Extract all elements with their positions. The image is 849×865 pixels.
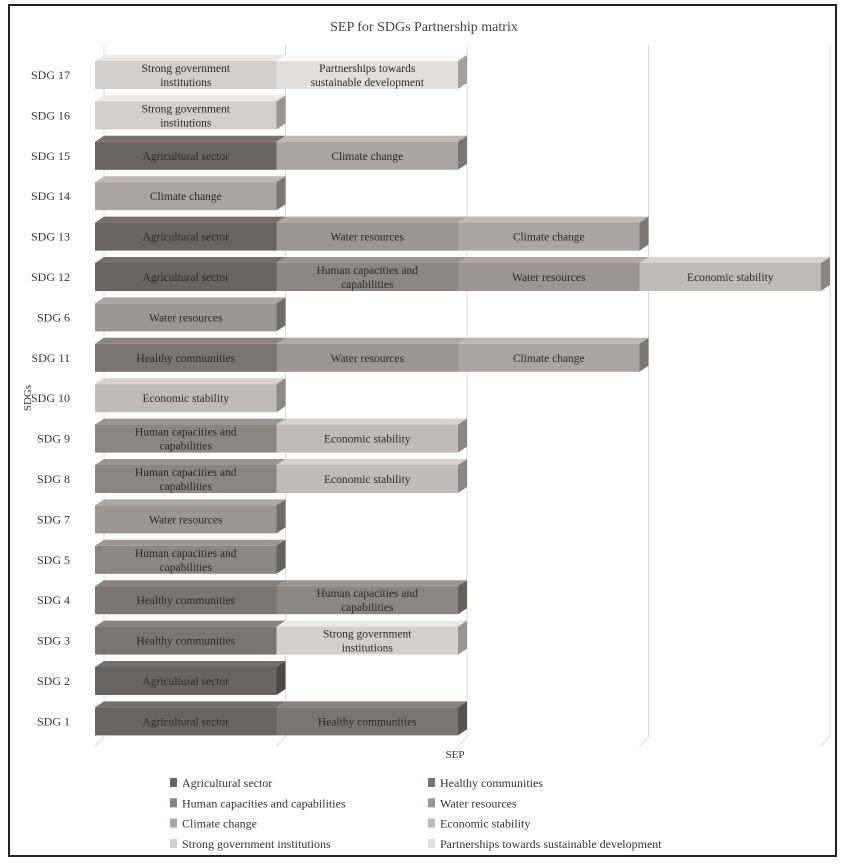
- gridline-foot-3: [640, 737, 649, 746]
- bar-top-face: [95, 621, 286, 627]
- bar-segment-label: Economic stability: [142, 393, 230, 406]
- legend-swatch: [428, 798, 435, 807]
- bar-segment-label: capabilities: [159, 561, 212, 574]
- bar-segment: [95, 661, 286, 695]
- bar-segment-label: institutions: [160, 77, 212, 89]
- bar-side-face: [458, 136, 467, 170]
- bar-top-face: [95, 499, 286, 505]
- bar-top-face: [95, 661, 286, 667]
- bar-segment: [277, 580, 468, 614]
- bar-segment: [277, 55, 468, 89]
- bar-segment: [95, 459, 286, 493]
- legend-item: [428, 837, 662, 851]
- legend-label: Human capacities and capabilities: [182, 796, 346, 811]
- bar-top-face: [277, 257, 468, 263]
- bar-segment-label: Agricultural sector: [142, 676, 230, 688]
- legend-swatch: [170, 798, 177, 807]
- bar-top-face: [277, 136, 468, 142]
- bars-layer: [95, 55, 830, 735]
- gridline-foot-0: [95, 737, 104, 746]
- bar-side-face: [458, 419, 467, 453]
- legend-label: Partnerships towards sustainable development: [440, 836, 662, 851]
- bar-segment-label: Economic stability: [323, 474, 411, 486]
- bar-segment-label: Climate change: [512, 231, 585, 244]
- chart-svg: [10, 6, 839, 859]
- y-tick-label: SDG 15: [30, 148, 70, 163]
- legend-item: [170, 817, 257, 831]
- bar-segment-label: Healthy communities: [136, 635, 236, 648]
- y-tick-label: SDG 1: [36, 714, 70, 729]
- bar-segment-label: Agricultural sector: [142, 231, 230, 244]
- bar-segment-label: capabilities: [341, 602, 394, 615]
- bar-segment-label: Water resources: [330, 231, 404, 244]
- y-tick-label: SDG 10: [30, 391, 70, 406]
- bar-segment-label: Human capacities and: [316, 265, 419, 277]
- bar-segment: [95, 701, 286, 735]
- gridline-foot-2: [458, 737, 467, 746]
- legend: [170, 776, 662, 851]
- y-tick-label: SDG 9: [36, 431, 70, 446]
- bar-top-face: [277, 55, 468, 61]
- y-tick-label: SDG 17: [30, 68, 70, 82]
- bar-segment: [95, 95, 286, 129]
- legend-label: Healthy communities: [440, 776, 543, 790]
- y-tick-label: SDG 7: [36, 512, 70, 527]
- bar-top-face: [95, 580, 286, 586]
- bar-top-face: [95, 419, 286, 425]
- y-tick-label: SDG 6: [36, 310, 70, 325]
- bar-segment-label: Healthy communities: [136, 595, 236, 608]
- bar-side-face: [277, 176, 286, 210]
- bar-top-face: [277, 701, 468, 707]
- legend-label: Water resources: [440, 796, 517, 811]
- bar-segment-label: institutions: [341, 642, 393, 655]
- bar-segment: [95, 540, 286, 574]
- bar-segment-label: sustainable development: [310, 77, 424, 89]
- bar-top-face: [277, 580, 468, 586]
- bar-top-face: [95, 176, 286, 182]
- bar-segment-label: Partnerships towards: [319, 63, 416, 75]
- bar-segment-label: Water resources: [149, 312, 223, 325]
- legend-swatch: [428, 819, 435, 828]
- bar-segment-label: Human capacities and: [134, 547, 237, 560]
- bar-top-face: [95, 701, 286, 707]
- bar-segment-label: capabilities: [159, 440, 212, 453]
- bar-segment: [277, 217, 468, 251]
- legend-item: [428, 776, 543, 790]
- bar-top-face: [458, 257, 649, 263]
- y-tick-label: SDG 12: [30, 270, 70, 284]
- legend-item: [428, 796, 517, 810]
- legend-label: Climate change: [182, 816, 257, 831]
- bar-segment: [277, 701, 468, 735]
- bar-top-face: [277, 338, 468, 344]
- bar-top-face: [95, 257, 286, 263]
- x-axis-label: SEP: [445, 749, 465, 761]
- bar-segment-label: Human capacities and: [316, 588, 419, 601]
- y-axis-label: SDGs: [22, 384, 34, 412]
- gridline-foot-1: [277, 737, 286, 746]
- bar-segment-label: Healthy communities: [136, 352, 236, 365]
- chart-frame: [8, 4, 837, 857]
- bar-top-face: [458, 217, 649, 223]
- legend-item: [170, 837, 331, 851]
- legend-label: Strong government institutions: [182, 836, 331, 851]
- bar-segment: [95, 297, 286, 331]
- y-tick-label: SDG 4: [36, 593, 70, 608]
- bar-segment-label: institutions: [160, 117, 212, 130]
- legend-swatch: [170, 819, 177, 828]
- y-tick-label: SDG 13: [30, 229, 70, 244]
- bar-top-face: [277, 459, 468, 465]
- legend-swatch: [170, 839, 177, 848]
- bar-segment-label: Agricultural sector: [142, 150, 230, 163]
- bar-segment: [277, 621, 468, 655]
- bar-segment: [277, 419, 468, 453]
- legend-swatch: [170, 778, 177, 787]
- y-tick-label: SDG 3: [36, 633, 70, 648]
- bar-segment-label: Economic stability: [323, 433, 411, 446]
- bar-segment-label: capabilities: [159, 481, 212, 493]
- legend-swatch: [428, 778, 435, 787]
- bar-segment-label: Economic stability: [686, 272, 774, 284]
- bar-segment: [95, 176, 286, 210]
- bar-segment: [95, 621, 286, 655]
- legend-swatch: [428, 839, 435, 848]
- bar-segment: [95, 378, 286, 412]
- bar-segment-label: Climate change: [331, 150, 404, 163]
- legend-item: [170, 776, 272, 790]
- bar-top-face: [458, 338, 649, 344]
- bar-segment: [277, 136, 468, 170]
- bar-side-face: [458, 459, 467, 493]
- y-tick-label: SDG 2: [36, 674, 70, 688]
- bar-top-face: [95, 217, 286, 223]
- bar-top-face: [95, 378, 286, 384]
- bar-segment-label: Strong government: [323, 628, 412, 641]
- legend-label: Agricultural sector: [182, 776, 273, 790]
- chart-title: SEP for SDGs Partnership matrix: [330, 20, 518, 35]
- bar-segment-label: Climate change: [512, 352, 585, 365]
- bar-side-face: [277, 95, 286, 129]
- bar-segment-label: Strong government: [141, 103, 230, 116]
- bar-side-face: [458, 55, 467, 89]
- bar-segment-label: capabilities: [341, 279, 394, 291]
- bar-top-face: [95, 55, 286, 61]
- legend-label: Economic stability: [440, 816, 531, 831]
- bar-segment: [458, 217, 649, 251]
- bar-segment: [277, 338, 468, 372]
- bar-segment: [458, 257, 649, 291]
- bar-segment-label: Healthy communities: [317, 716, 417, 729]
- bar-segment: [458, 338, 649, 372]
- bar-segment-label: Human capacities and: [134, 426, 237, 439]
- y-tick-label: SDG 16: [30, 108, 70, 123]
- bar-segment-label: Water resources: [149, 514, 223, 527]
- bar-segment-label: Water resources: [512, 272, 586, 284]
- bar-top-face: [640, 257, 831, 263]
- bar-segment: [95, 419, 286, 453]
- bar-segment-label: Water resources: [330, 352, 404, 365]
- bar-top-face: [95, 540, 286, 546]
- y-tick-label: SDG 5: [36, 552, 70, 567]
- legend-item: [170, 796, 346, 810]
- bar-top-face: [277, 419, 468, 425]
- bar-segment: [95, 580, 286, 614]
- bar-top-face: [95, 136, 286, 142]
- y-tick-label: SDG 11: [31, 350, 70, 365]
- bar-segment: [95, 257, 286, 291]
- bar-segment-label: Strong government: [141, 63, 230, 75]
- bar-segment-label: Agricultural sector: [142, 272, 230, 284]
- legend-item: [428, 817, 530, 831]
- bar-top-face: [277, 217, 468, 223]
- bar-top-face: [95, 338, 286, 344]
- bar-segment: [95, 499, 286, 533]
- bar-side-face: [277, 297, 286, 331]
- y-tick-label: SDG 8: [36, 472, 70, 486]
- gridline-foot-4: [821, 737, 830, 746]
- bar-segment: [95, 217, 286, 251]
- bar-segment: [640, 257, 831, 291]
- bar-segment: [95, 136, 286, 170]
- bar-segment: [95, 338, 286, 372]
- bar-segment-label: Climate change: [149, 191, 222, 204]
- bar-top-face: [95, 95, 286, 101]
- bar-segment: [95, 55, 286, 89]
- y-tick-label: SDG 14: [30, 189, 70, 204]
- bar-segment: [277, 459, 468, 493]
- y-ticks: [31, 68, 70, 728]
- bar-side-face: [277, 499, 286, 533]
- bar-side-face: [277, 378, 286, 412]
- bar-top-face: [95, 297, 286, 303]
- bar-top-face: [277, 621, 468, 627]
- bar-segment-label: Human capacities and: [134, 467, 237, 479]
- bar-top-face: [95, 459, 286, 465]
- bar-segment: [277, 257, 468, 291]
- bar-segment-label: Agricultural sector: [142, 716, 230, 729]
